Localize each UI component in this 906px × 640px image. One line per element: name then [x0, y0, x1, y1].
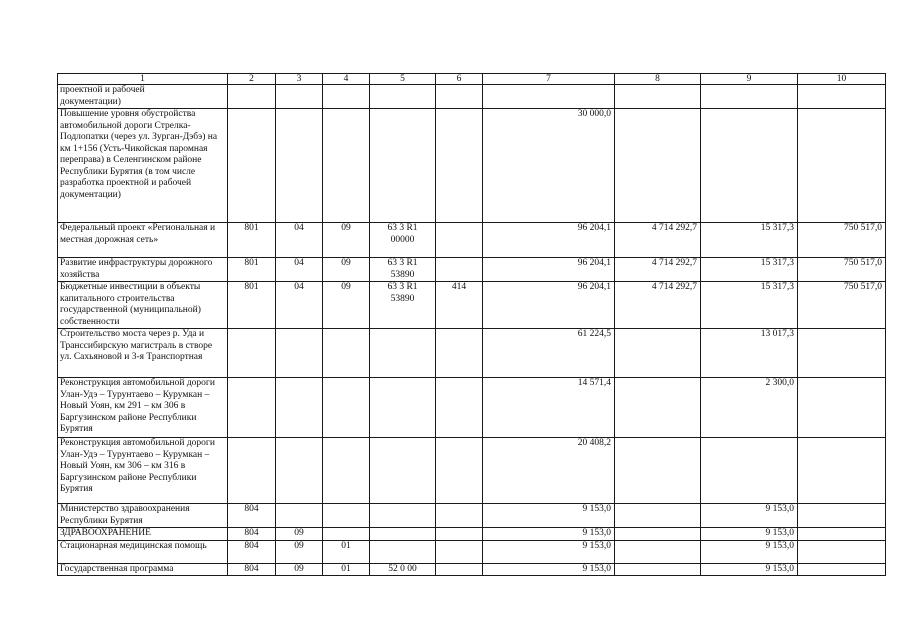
cell-amount [701, 438, 798, 504]
cell-section [276, 329, 323, 378]
cell-amount: 15 317,3 [701, 258, 798, 282]
cell-target-article [370, 109, 436, 223]
cell-target-article: 63 3 R1 53890 [370, 258, 436, 282]
cell-name: Министерство здравоохранения Республики Бурятия [58, 504, 228, 528]
cell-admin-code [228, 329, 276, 378]
cell-expense-type [436, 563, 483, 576]
table-row [58, 223, 886, 258]
cell-amount [798, 329, 886, 378]
cell-target-article [370, 528, 436, 541]
cell-expense-type [436, 540, 483, 563]
cell-amount [483, 85, 615, 109]
cell-target-article: 52 0 00 [370, 563, 436, 576]
column-number-row [58, 74, 886, 85]
column-number: 10 [798, 74, 886, 85]
cell-amount [798, 109, 886, 223]
cell-amount: 9 153,0 [701, 563, 798, 576]
table-row [58, 282, 886, 329]
cell-expense-type [436, 85, 483, 109]
cell-amount [615, 563, 701, 576]
column-number: 7 [483, 74, 615, 85]
cell-admin-code: 804 [228, 528, 276, 541]
column-number: 2 [228, 74, 276, 85]
cell-amount: 4 714 292,7 [615, 282, 701, 329]
cell-name: Государственная программа [58, 563, 228, 576]
cell-expense-type [436, 438, 483, 504]
cell-target-article [370, 85, 436, 109]
cell-amount [615, 378, 701, 438]
cell-amount [798, 438, 886, 504]
cell-expense-type [436, 109, 483, 223]
cell-amount: 14 571,4 [483, 378, 615, 438]
cell-amount: 96 204,1 [483, 258, 615, 282]
cell-name: Строительство моста через р. Уда и Транссибирскую магистраль в створе ул. Сахьяновой и 3-я Транспортная [58, 329, 228, 378]
cell-subsection [323, 378, 370, 438]
cell-amount: 4 714 292,7 [615, 258, 701, 282]
cell-subsection [323, 329, 370, 378]
cell-amount: 13 017,3 [701, 329, 798, 378]
cell-admin-code: 804 [228, 563, 276, 576]
cell-amount [615, 438, 701, 504]
cell-name: Реконструкция автомобильной дороги Улан-Удэ – Турунтаево – Курумкан – Новый Уоян, км 291 – км 306 в Баргузинском районе Республики Бурятия [58, 378, 228, 438]
column-number: 6 [436, 74, 483, 85]
cell-section [276, 438, 323, 504]
cell-amount: 20 408,2 [483, 438, 615, 504]
table-row [58, 563, 886, 576]
table-row [58, 540, 886, 563]
cell-amount: 2 300,0 [701, 378, 798, 438]
column-number: 8 [615, 74, 701, 85]
column-number: 1 [58, 74, 228, 85]
cell-expense-type [436, 223, 483, 258]
cell-amount: 9 153,0 [483, 504, 615, 528]
cell-section: 09 [276, 540, 323, 563]
table-row [58, 528, 886, 541]
cell-section: 04 [276, 282, 323, 329]
cell-amount [615, 109, 701, 223]
cell-admin-code [228, 438, 276, 504]
cell-amount [615, 540, 701, 563]
cell-subsection [323, 438, 370, 504]
cell-amount [615, 85, 701, 109]
cell-amount: 9 153,0 [483, 528, 615, 541]
budget-table-body [58, 74, 886, 576]
table-row [58, 438, 886, 504]
cell-subsection [323, 85, 370, 109]
cell-subsection: 09 [323, 282, 370, 329]
cell-amount: 9 153,0 [701, 504, 798, 528]
cell-target-article [370, 438, 436, 504]
budget-table [57, 73, 886, 576]
cell-section: 09 [276, 563, 323, 576]
cell-name: Развитие инфраструктуры дорожного хозяйства [58, 258, 228, 282]
table-row [58, 504, 886, 528]
cell-amount: 96 204,1 [483, 282, 615, 329]
cell-amount: 9 153,0 [483, 540, 615, 563]
cell-amount: 30 000,0 [483, 109, 615, 223]
cell-name: Стационарная медицинская помощь [58, 540, 228, 563]
cell-admin-code: 804 [228, 504, 276, 528]
cell-amount: 750 517,0 [798, 258, 886, 282]
cell-admin-code: 801 [228, 282, 276, 329]
cell-subsection [323, 528, 370, 541]
cell-admin-code: 801 [228, 223, 276, 258]
cell-subsection: 09 [323, 223, 370, 258]
cell-expense-type [436, 329, 483, 378]
table-row [58, 109, 886, 223]
cell-subsection: 09 [323, 258, 370, 282]
cell-expense-type [436, 258, 483, 282]
cell-section [276, 85, 323, 109]
cell-section [276, 504, 323, 528]
cell-amount: 15 317,3 [701, 282, 798, 329]
cell-expense-type [436, 378, 483, 438]
cell-admin-code [228, 378, 276, 438]
table-row [58, 378, 886, 438]
cell-amount [798, 504, 886, 528]
cell-amount: 4 714 292,7 [615, 223, 701, 258]
cell-name: проектной и рабочей документации) [58, 85, 228, 109]
cell-amount: 750 517,0 [798, 282, 886, 329]
cell-amount [701, 109, 798, 223]
cell-target-article: 63 3 R1 53890 [370, 282, 436, 329]
cell-section: 09 [276, 528, 323, 541]
cell-section: 04 [276, 223, 323, 258]
cell-amount: 9 153,0 [483, 563, 615, 576]
cell-subsection [323, 109, 370, 223]
cell-amount [701, 85, 798, 109]
column-number: 4 [323, 74, 370, 85]
cell-target-article [370, 378, 436, 438]
cell-amount: 9 153,0 [701, 540, 798, 563]
cell-amount: 750 517,0 [798, 223, 886, 258]
cell-target-article [370, 504, 436, 528]
cell-subsection: 01 [323, 540, 370, 563]
cell-amount: 61 224,5 [483, 329, 615, 378]
cell-amount [798, 540, 886, 563]
table-row [58, 258, 886, 282]
cell-expense-type: 414 [436, 282, 483, 329]
cell-amount: 15 317,3 [701, 223, 798, 258]
cell-section: 04 [276, 258, 323, 282]
cell-admin-code: 801 [228, 258, 276, 282]
cell-amount: 9 153,0 [701, 528, 798, 541]
cell-admin-code [228, 109, 276, 223]
cell-section [276, 109, 323, 223]
cell-subsection [323, 504, 370, 528]
cell-amount [615, 528, 701, 541]
cell-amount: 96 204,1 [483, 223, 615, 258]
cell-name: ЗДРАВООХРАНЕНИЕ [58, 528, 228, 541]
cell-target-article: 63 3 R1 00000 [370, 223, 436, 258]
cell-expense-type [436, 528, 483, 541]
cell-expense-type [436, 504, 483, 528]
column-number: 5 [370, 74, 436, 85]
column-number: 3 [276, 74, 323, 85]
table-row [58, 85, 886, 109]
cell-admin-code [228, 85, 276, 109]
cell-amount [798, 378, 886, 438]
table-row [58, 329, 886, 378]
cell-amount [615, 504, 701, 528]
cell-admin-code: 804 [228, 540, 276, 563]
cell-target-article [370, 329, 436, 378]
cell-name: Бюджетные инвестиции в объекты капитального строительства государственной (муниципальной) собственности [58, 282, 228, 329]
cell-amount [615, 329, 701, 378]
cell-amount [798, 85, 886, 109]
cell-name: Федеральный проект «Региональная и местная дорожная сеть» [58, 223, 228, 258]
cell-subsection: 01 [323, 563, 370, 576]
cell-target-article [370, 540, 436, 563]
column-number: 9 [701, 74, 798, 85]
cell-section [276, 378, 323, 438]
cell-amount [798, 563, 886, 576]
cell-name: Повышение уровня обустройства автомобильной дороги Стрелка-Подлопатки (через ул. Зурган-Дэбэ) на км 1+156 (Усть-Чикойская паромная переправа) в Селенгинском районе Республики Бурятия (в том числе разработка проектной и рабочей документации) [58, 109, 228, 223]
cell-amount [798, 528, 886, 541]
cell-name: Реконструкция автомобильной дороги Улан-Удэ – Турунтаево – Курумкан – Новый Уоян, км 306 – км 316 в Баргузинском районе Республики Бурятия [58, 438, 228, 504]
